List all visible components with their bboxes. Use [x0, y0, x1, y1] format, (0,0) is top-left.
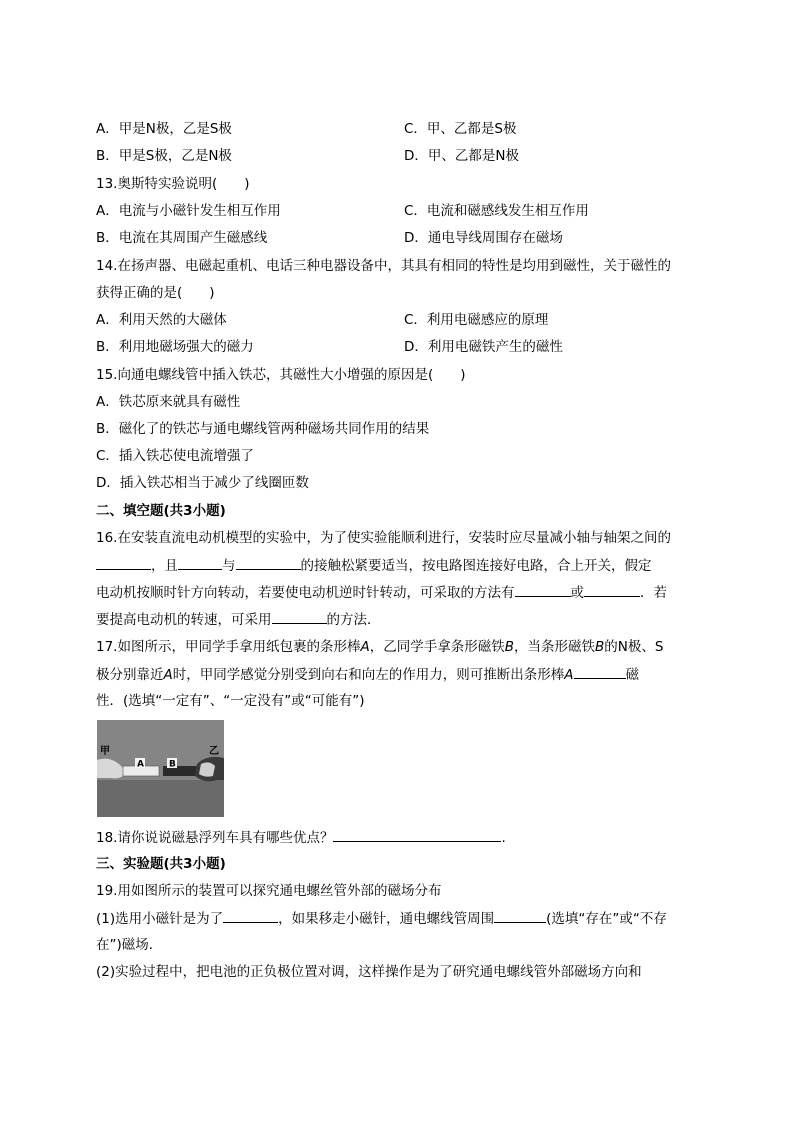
q16-line3: 电动机按顺时针方向转动，若要使电动机逆时针转动，可采取的方法有 或 ．若 — [96, 582, 667, 603]
section-heading-experiment: 三、实验题(共3小题) — [96, 856, 226, 872]
q18-line: 18.请你说说磁悬浮列车具有哪些优点？ . — [96, 827, 506, 848]
q17-line1: 17.如图所示，甲同学手拿用纸包裹的条形棒A，乙同学手拿条形磁铁B，当条形磁铁B的N极、S — [96, 639, 664, 655]
q19-stem: 19.用如图所示的装置可以探究通电螺丝管外部的磁场分布 — [96, 883, 442, 899]
q14-stem-line1: 14.在扬声器、电磁起重机、电话三种电器设备中，其具有相同的特性是均用到磁性，关于磁性的 — [96, 258, 671, 274]
answer-blank[interactable] — [178, 555, 222, 570]
section-heading-fill-in: 二、填空题(共3小题) — [96, 503, 226, 519]
q14-option-c: C．利用电磁感应的原理 — [404, 312, 549, 328]
q16-line1: 16.在安装直流电动机模型的实验中，为了使实验能顺利进行，安装时应尽量减小轴与轴架之间的 — [96, 530, 671, 546]
answer-blank[interactable] — [494, 908, 546, 923]
label-b: B — [169, 759, 176, 770]
q13-option-c: C．电流和磁感线发生相互作用 — [404, 203, 589, 219]
q17-line3: 性．(选填“一定有”、“一定没有”或“可能有”) — [96, 693, 365, 709]
answer-blank[interactable] — [236, 555, 301, 570]
q12-option-a: A．甲是N极，乙是S极 — [96, 121, 232, 137]
label-jia: 甲 — [100, 746, 110, 757]
q12-option-d: D．甲、乙都是N极 — [404, 148, 519, 164]
q12-option-c: C．甲、乙都是S极 — [404, 121, 517, 137]
q14-option-b: B．利用地磁场强大的磁力 — [96, 339, 254, 355]
q19-part1-line2: 在”)磁场． — [96, 937, 163, 953]
q14-option-a: A．利用天然的大磁体 — [96, 312, 227, 328]
label-yi: 乙 — [209, 746, 219, 757]
label-a: A — [137, 759, 144, 770]
q15-stem: 15.向通电螺线管中插入铁芯，其磁性大小增强的原因是( ) — [96, 367, 466, 383]
answer-blank[interactable] — [333, 827, 501, 842]
q14-option-d: D．利用电磁铁产生的磁性 — [404, 339, 563, 355]
magnets-illustration — [97, 720, 224, 817]
q13-stem: 13.奥斯特实验说明( ) — [96, 176, 250, 192]
answer-blank[interactable] — [584, 582, 640, 597]
answer-blank[interactable] — [223, 908, 278, 923]
q13-option-d: D．通电导线周围存在磁场 — [404, 230, 563, 246]
q17-line2: 极分别靠近A时，甲同学感觉分别受到向右和向左的作用力，则可推断出条形棒A 磁 — [96, 664, 639, 685]
answer-blank[interactable] — [96, 555, 151, 570]
q15-option-c: C．插入铁芯使电流增强了 — [96, 448, 254, 464]
q16-line4: 要提高电动机的转速，可采用 的方法． — [96, 609, 381, 630]
q12-option-b: B．甲是S极，乙是N极 — [96, 148, 232, 164]
q15-option-d: D．插入铁芯相当于减少了线圈匝数 — [96, 475, 309, 491]
q13-option-a: A．电流与小磁针发生相互作用 — [96, 203, 281, 219]
answer-blank[interactable] — [574, 664, 626, 679]
q13-option-b: B．电流在其周围产生磁感线 — [96, 230, 268, 246]
answer-blank[interactable] — [272, 609, 327, 624]
answer-blank[interactable] — [515, 582, 571, 597]
q15-option-a: A．铁芯原来就具有磁性 — [96, 394, 241, 410]
q15-option-b: B．磁化了的铁芯与通电螺线管两种磁场共同作用的结果 — [96, 421, 430, 437]
q19-part2-line1: (2)实验过程中，把电池的正负极位置对调，这样操作是为了研究通电螺线管外部磁场方向和 — [96, 964, 642, 980]
q17-figure-photo — [97, 720, 224, 817]
q14-stem-line2: 获得正确的是( ) — [96, 285, 215, 301]
q19-part1-line1: (1)选用小磁针是为了 ，如果移走小磁针，通电螺线管周围 (选填“存在”或“不存 — [96, 908, 667, 929]
q16-line2: ，且 与 的接触松紧要适当，按电路图连接好电路，合上开关，假定 — [96, 555, 652, 576]
